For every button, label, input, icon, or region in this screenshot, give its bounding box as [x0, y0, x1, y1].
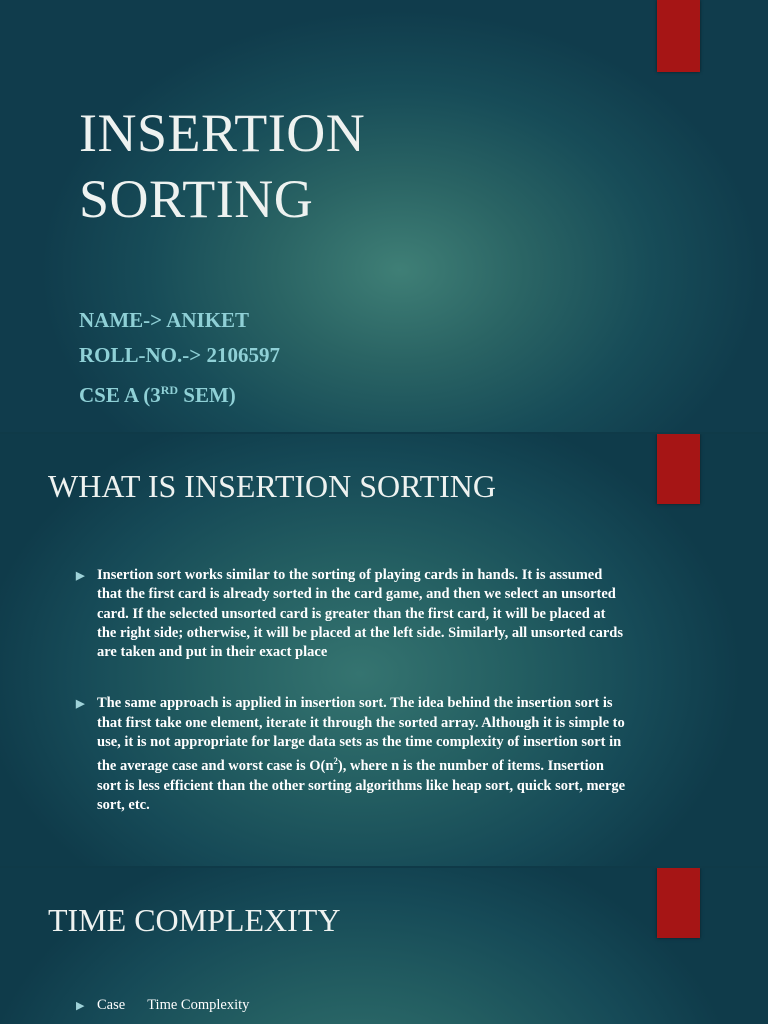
bullet-item: [76, 566, 626, 662]
slide-heading: WHAT IS INSERTION SORTING: [48, 468, 496, 504]
class-info: [79, 373, 280, 413]
slide-title-text: [79, 100, 365, 232]
bullet-text-part1: The same approach is applied in insertion sort. The idea behind the insertion sort is that first take one element, iterate it through the sorted array. Although it is simple to use, it is not appropriate for large data sets as the time complexity of insertion sort in the average case and worst case is: [97, 695, 625, 775]
class-suffix: SEM): [178, 383, 236, 407]
class-prefix: CSE A (3: [79, 383, 161, 407]
column-time-complexity: Time Complexity: [147, 997, 250, 1013]
exponent: 2: [333, 756, 338, 767]
slide-title: [0, 0, 768, 432]
bullet-item: [76, 996, 626, 1015]
accent-bar: [657, 434, 700, 504]
slide-what-is: [0, 434, 768, 866]
roll-number: ROLL-NO.-> 2106597: [79, 343, 280, 367]
slide-heading: TIME COMPLEXITY: [48, 902, 341, 938]
bullet-triangle-icon: ▶: [76, 570, 85, 582]
author-info: [79, 303, 280, 413]
author-name: NAME-> ANIKET: [79, 308, 250, 332]
title-line-2: SORTING: [79, 169, 314, 229]
bullet-list: [76, 566, 626, 847]
big-o-notation: O(n: [309, 758, 334, 775]
column-case: Case: [97, 997, 126, 1013]
accent-bar: [657, 868, 700, 938]
bullet-text-part2: ), where n is the number of items. Insertion sort is less efficient than the other sorting algorithms like heap sort, quick sort, merge sort, etc.: [97, 758, 626, 813]
bullet-triangle-icon: ▶: [76, 1000, 85, 1012]
bullet-item: [76, 694, 626, 815]
slide-time-complexity: [0, 868, 768, 1024]
bullet-triangle-icon: ▶: [76, 698, 85, 711]
bullet-text: Insertion sort works similar to the sorting of playing cards in hands. It is assumed that the first card is already sorted in the card game, and then we select an unsorted card. If the selected unsorted card is greater than the first card, it will be placed at the right side; otherwise, it will be placed at the left side. Similarly, all unsorted cards are taken and put in their exact place: [97, 567, 623, 661]
title-line-1: INSERTION: [79, 103, 366, 163]
accent-bar: [657, 0, 700, 72]
class-superscript: RD: [160, 383, 179, 397]
bullet-list: [76, 996, 626, 1024]
